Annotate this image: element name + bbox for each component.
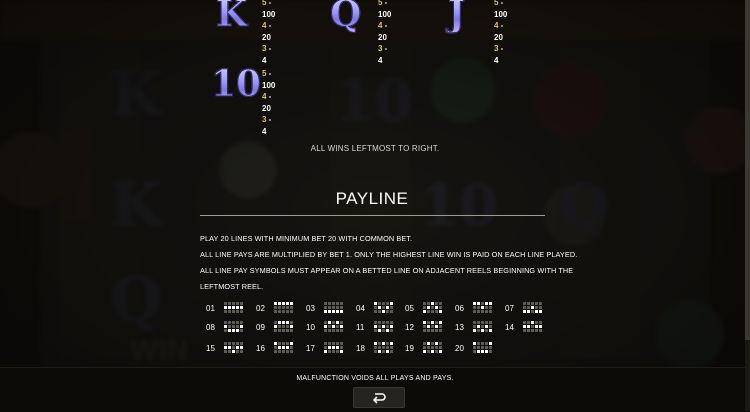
payline-number: 03	[306, 304, 315, 313]
symbol-10-pays: 5 - 100 4 - 20 3 - 4	[262, 69, 276, 136]
payline-diagrams	[206, 300, 551, 360]
payline-pattern	[224, 321, 244, 334]
payline-number: 17	[306, 344, 315, 353]
payline-pattern	[274, 342, 294, 355]
payline-pattern	[224, 342, 244, 355]
payline-number: 18	[356, 344, 365, 353]
payline-pattern	[473, 302, 493, 315]
payline-number: 09	[256, 323, 265, 332]
payline-pattern	[274, 302, 294, 315]
payline-pattern	[274, 321, 294, 334]
payline-pattern	[523, 321, 543, 334]
payline-rule-4: LEFTMOST REEL.	[200, 282, 264, 291]
payline-pattern	[374, 302, 394, 315]
payline-description	[200, 231, 578, 295]
scrollbar-thumb[interactable]	[745, 0, 750, 340]
payline-number: 12	[405, 323, 414, 332]
payline-pattern	[423, 342, 443, 355]
payline-number: 13	[455, 323, 464, 332]
payline-number: 04	[356, 304, 365, 313]
title-divider	[200, 215, 545, 216]
payline-pattern	[324, 302, 344, 315]
symbol-j-glyph: J	[448, 0, 465, 32]
payline-pattern	[324, 321, 344, 334]
payline-pattern	[324, 342, 344, 355]
payline-pattern	[473, 321, 493, 334]
payline-pattern	[224, 302, 244, 315]
footer-bar	[0, 367, 750, 412]
payline-number: 20	[455, 344, 464, 353]
payline-number: 10	[306, 323, 315, 332]
payline-number: 19	[405, 344, 414, 353]
payline-number: 16	[256, 344, 265, 353]
symbol-10-glyph: 10	[211, 63, 262, 105]
payline-number: 02	[256, 304, 265, 313]
payline-number: 06	[455, 304, 464, 313]
wins-direction-note: ALL WINS LEFTMOST TO RIGHT.	[310, 144, 440, 153]
payline-rule-2: ALL LINE PAYS ARE MULTIPLIED BY BET 1. ONLY THE HIGHEST LINE WIN IS PAID ON EACH LINE PLAYED.	[200, 250, 578, 259]
symbol-q-pays: 5 - 100 4 - 20 3 - 4	[378, 0, 392, 65]
return-arrow-icon	[372, 392, 386, 404]
payline-number: 11	[356, 323, 365, 332]
symbol-q-glyph: Q	[330, 0, 361, 32]
payline-number: 01	[206, 304, 215, 313]
payline-number: 07	[505, 304, 514, 313]
symbol-k-pays: 5 - 100 4 - 20 3 - 4	[262, 0, 276, 65]
payline-rule-3: ALL LINE PAY SYMBOLS MUST APPEAR ON A BETTED LINE ON ADJACENT REELS BEGINNING WITH THE	[200, 266, 574, 275]
payline-pattern	[473, 342, 493, 355]
symbol-k-glyph: K	[216, 0, 247, 32]
payline-number: 08	[206, 323, 215, 332]
back-button[interactable]	[353, 387, 405, 408]
symbol-j-pays: 5 - 100 4 - 20 3 - 4	[494, 0, 508, 65]
payline-pattern	[374, 321, 394, 334]
payline-pattern	[423, 321, 443, 334]
malfunction-notice: MALFUNCTION VOIDS ALL PLAYS AND PAYS.	[296, 375, 454, 382]
payline-pattern	[423, 302, 443, 315]
payline-rule-1: PLAY 20 LINES WITH MINIMUM BET 20 WITH COMMON BET.	[200, 234, 413, 243]
scrollbar[interactable]	[745, 0, 750, 411]
payline-number: 05	[405, 304, 414, 313]
payline-number: 14	[505, 323, 514, 332]
payline-pattern	[523, 302, 543, 315]
payline-number: 15	[206, 344, 215, 353]
payline-title: PAYLINE	[335, 189, 409, 208]
payline-pattern	[374, 342, 394, 355]
